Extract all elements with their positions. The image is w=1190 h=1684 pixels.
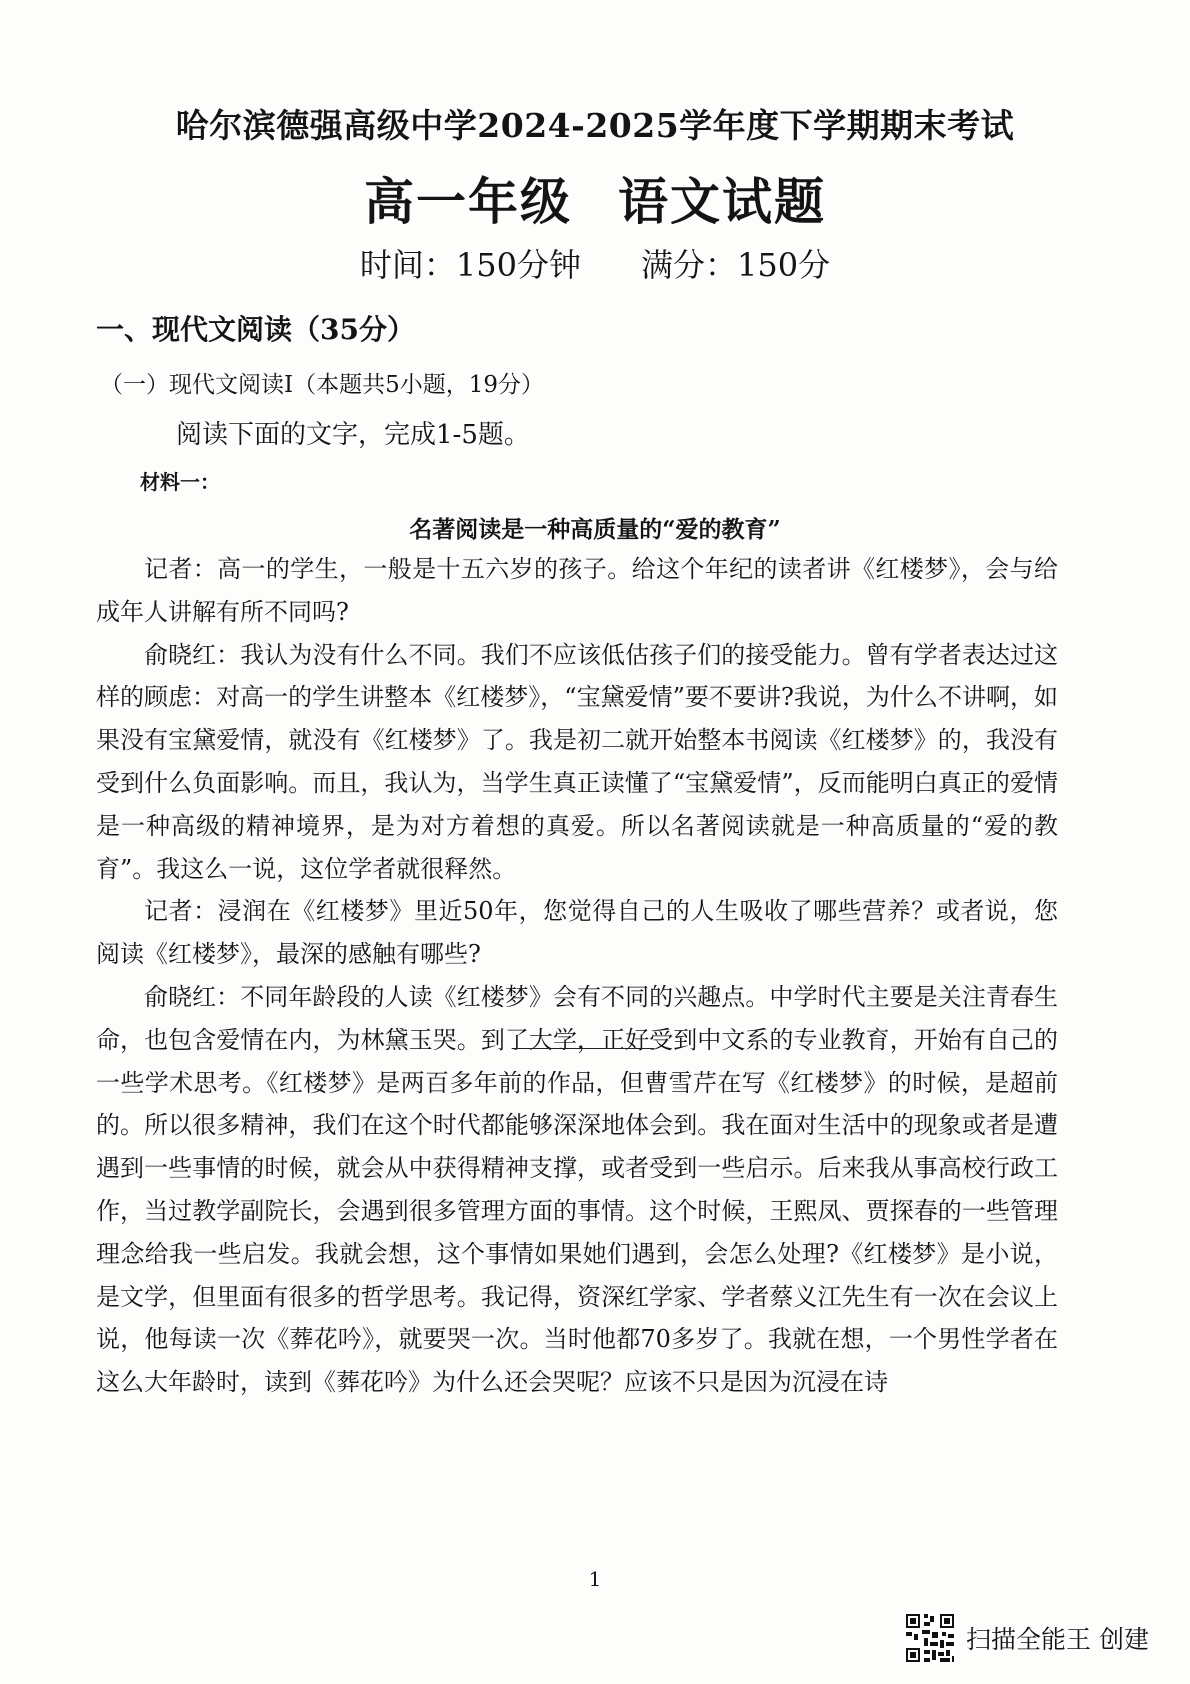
- paragraph: 俞晓红：不同年龄段的人读《红楼梦》会有不同的兴趣点。中学时代主要是关注青春生命，也包含爱情在内，为林黛玉哭。到了大学，正好受到中文系的专业教育，开始有自己的一些学术思考。《红楼梦》是两百多年前的作品，但曹雪芹在写《红楼梦》的时候，是超前的。所以很多精神，我们在这个时代都能够深深地体会到。我在面对生活中的现象或者是遭遇到一些事情的时候，就会从中获得精神支撑，或者受到一些启示。后来我从事高校行政工作，当过教学副院长，会遇到很多管理方面的事情。这个时候，王熙凤、贾探春的一些管理理念给我一些启发。我就会想，这个事情如果她们遇到，会怎么处理?《红楼梦》是小说，是文学，但里面有很多的哲学思考。我记得，资深红学家、学者蔡义江先生有一次在会议上说，他每读一次《葬花吟》，就要哭一次。当时他都70多岁了。我就在想，一个男性学者在这么大年龄时，读到《葬花吟》为什么还会哭呢？应该不只是因为沉浸在诗: [96, 982, 1058, 1397]
- exam-time: 时间：150分钟: [359, 246, 581, 284]
- watermark-text: 扫描全能王 创建: [966, 1625, 1149, 1654]
- paragraph: 记者：浸润在《红楼梦》里近50年，您觉得自己的人生吸收了哪些营养？或者说，您阅读《红楼梦》，最深的感触有哪些?: [96, 897, 1058, 969]
- section-subheading: （一）现代文阅读Ⅰ（本题共5小题，19分）: [100, 372, 544, 398]
- material-label: 材料一：: [140, 470, 220, 494]
- handwritten-underline: [512, 1048, 654, 1049]
- grade-label: 高一年级: [364, 172, 572, 231]
- article-body: [96, 548, 1058, 1404]
- page-number: 1: [588, 1567, 602, 1591]
- reading-instruction: 阅读下面的文字，完成1-5题。: [176, 420, 530, 450]
- qr-code-icon: [904, 1612, 956, 1664]
- section-heading: 一、现代文阅读（35分）: [96, 313, 415, 346]
- school-exam-title: 哈尔滨德强高级中学2024-2025学年度下学期期末考试: [175, 106, 1015, 145]
- paragraph: 俞晓红：我认为没有什么不同。我们不应该低估孩子们的接受能力。曾有学者表达过这样的顾虑：对高一的学生讲整本《红楼梦》，“宝黛爱情”要不要讲?我说，为什么不讲啊，如果没有宝黛爱情，就没有《红楼梦》了。我是初二就开始整本书阅读《红楼梦》的，我没有受到什么负面影响。而且，我认为，当学生真正读懂了“宝黛爱情”，反而能明白真正的爱情是一种高级的精神境界，是为对方着想的真爱。所以名著阅读就是一种高质量的“爱的教育”。我这么一说，这位学者就很释然。: [96, 640, 1058, 883]
- paper-title: [0, 162, 1190, 234]
- exam-meta: [0, 240, 1190, 286]
- scanner-watermark: [904, 1612, 1149, 1664]
- paragraph: 记者：高一的学生，一般是十五六岁的孩子。给这个年纪的读者讲《红楼梦》，会与给成年人讲解有所不同吗?: [96, 555, 1058, 626]
- article-title: 名著阅读是一种高质量的“爱的教育”: [409, 516, 781, 543]
- subject-label: 语文试题: [618, 172, 826, 231]
- exam-full-score: 满分：150分: [641, 246, 831, 284]
